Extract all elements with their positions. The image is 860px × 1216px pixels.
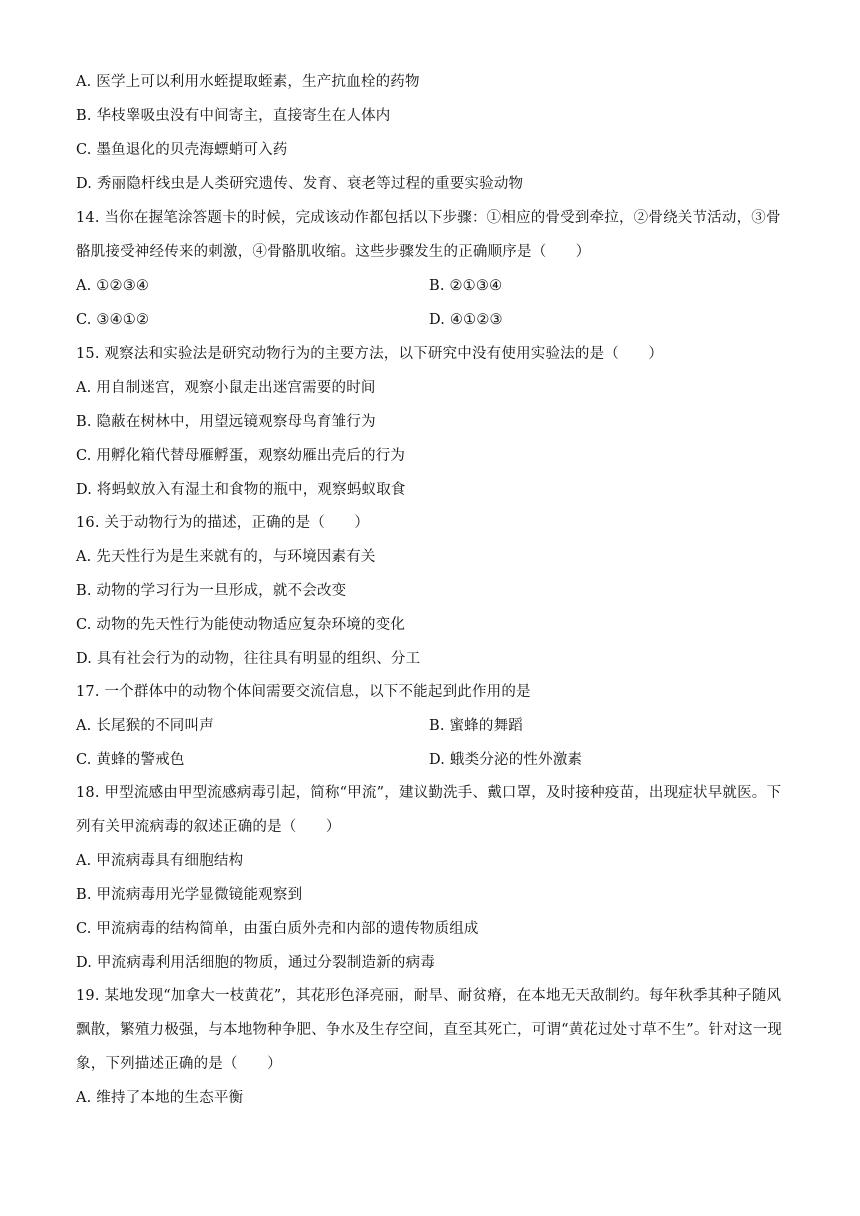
q19-stem: 19. 某地发现“加拿大一枝黄花”，其花形色泽亮丽，耐旱、耐贫瘠，在本地无天敌制约。每年秋季其种子随风飘散，繁殖力极强，与本地物种争肥、争水及生存空间，直至其死亡，可谓“黄花过处寸草不生”。针对这一现象，下列描述正确的是（ ） [76,988,783,1072]
q16-option-c: C. 动物的先天性行为能使动物适应复杂环境的变化 [76,617,406,633]
q16-option-a: A. 先天性行为是生来就有的，与环境因素有关 [76,549,376,565]
q19-option-a: A. 维持了本地的生态平衡 [76,1090,244,1106]
q17-option-b: B. 蜜蜂的舞蹈 [429,718,523,734]
q18-option-d: D. 甲流病毒利用活细胞的物质，通过分裂制造新的病毒 [76,955,436,971]
q15-option-c: C. 用孵化箱代替母雁孵蛋，观察幼雁出壳后的行为 [76,448,406,464]
q15-option-a: A. 用自制迷宫，观察小鼠走出迷宫需要的时间 [76,380,376,396]
q14-stem: 14. 当你在握笔涂答题卡的时候，完成该动作都包括以下步骤：①相应的骨受到牵拉，②骨绕关节活动，③骨骼肌接受神经传来的刺激，④骨骼肌收缩。这些步骤发生的正确顺序是（ ） [76,210,781,260]
q18-option-a: A. 甲流病毒具有细胞结构 [76,853,244,869]
q13-option-a: A. 医学上可以利用水蛭提取蛭素，生产抗血栓的药物 [76,74,420,90]
q13-option-b: B. 华枝睾吸虫没有中间寄主，直接寄生在人体内 [76,108,391,124]
q16-option-b: B. 动物的学习行为一旦形成，就不会改变 [76,583,347,599]
q14-option-b: B. ②①③④ [429,278,503,294]
q18-option-b: B. 甲流病毒用光学显微镜能观察到 [76,887,303,903]
q13-option-c: C. 墨鱼退化的贝壳海螵蛸可入药 [76,142,288,158]
q17-option-a: A. 长尾猴的不同叫声 [76,718,214,734]
q14-option-c: C. ③④①② [76,312,150,328]
q17-option-d: D. 蛾类分泌的性外激素 [429,752,583,768]
q16-stem: 16. 关于动物行为的描述，正确的是（ ） [76,515,370,531]
q18-stem: 18. 甲型流感由甲型流感病毒引起，简称“甲流”，建议勤洗手、戴口罩，及时接种疫苗，出现症状早就医。下列有关甲流病毒的叙述正确的是（ ） [76,785,782,835]
q17-option-c: C. 黄蜂的警戒色 [76,752,185,768]
q15-option-b: B. 隐蔽在树林中，用望远镜观察母鸟育雏行为 [76,414,376,430]
q15-option-d: D. 将蚂蚁放入有湿土和食物的瓶中，观察蚂蚁取食 [76,482,406,498]
q16-option-d: D. 具有社会行为的动物，往往具有明显的组织、分工 [76,651,421,667]
q18-option-c: C. 甲流病毒的结构简单，由蛋白质外壳和内部的遗传物质组成 [76,921,479,937]
q14-option-d: D. ④①②③ [429,312,503,328]
q13-option-d: D. 秀丽隐杆线虫是人类研究遗传、发育、衰老等过程的重要实验动物 [76,176,524,192]
q17-stem: 17. 一个群体中的动物个体间需要交流信息，以下不能起到此作用的是 [76,684,531,700]
q14-option-a: A. ①②③④ [76,278,150,294]
q15-stem: 15. 观察法和实验法是研究动物行为的主要方法，以下研究中没有使用实验法的是（ ） [76,346,664,362]
